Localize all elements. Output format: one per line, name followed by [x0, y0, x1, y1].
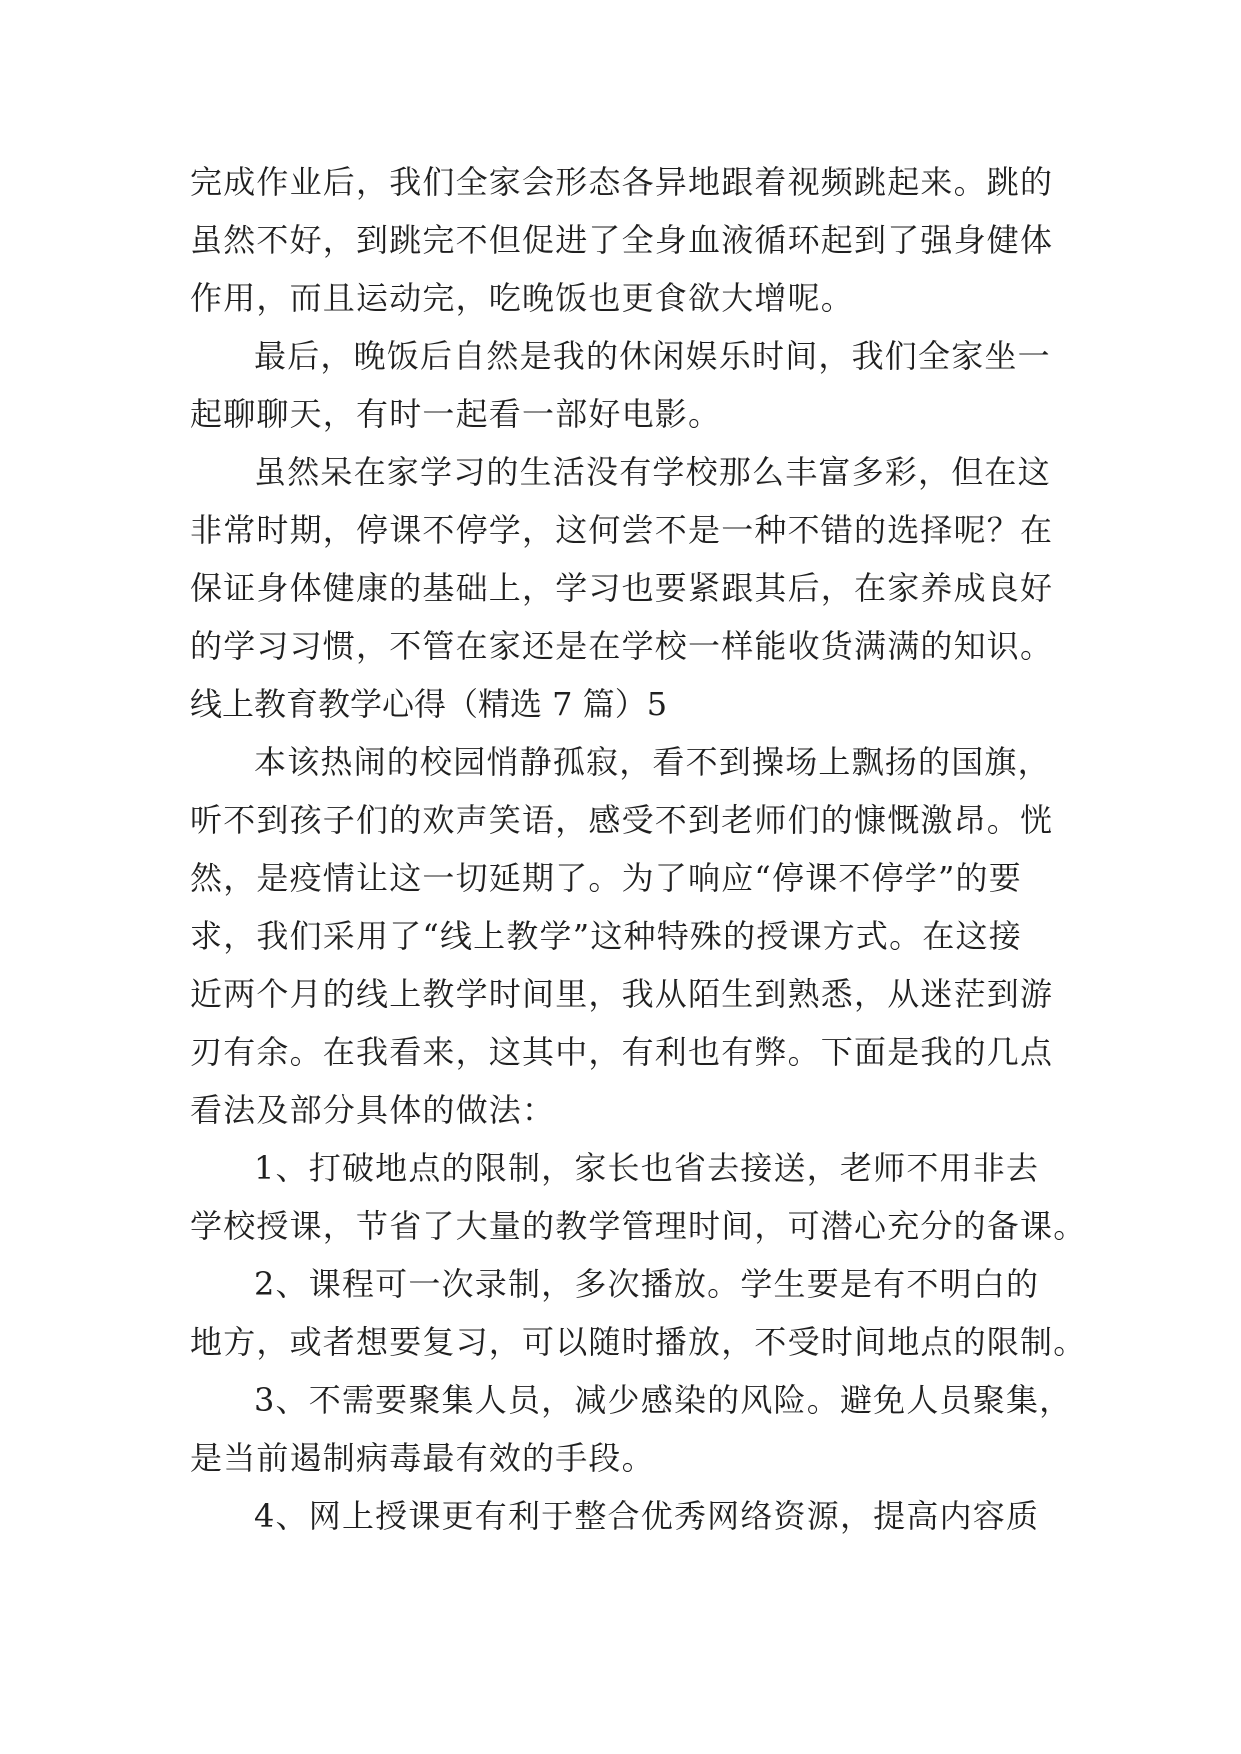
text-line: 保证身体健康的基础上，学习也要紧跟其后，在家养成良好	[190, 569, 1054, 607]
text-line: 完成作业后，我们全家会形态各异地跟着视频跳起来。跳的	[190, 163, 1054, 201]
paragraph-first-line: 虽然呆在家学习的生活没有学校那么丰富多彩，但在这	[254, 453, 1051, 491]
text-line: 求，我们采用了“线上教学”这种特殊的授课方式。在这接	[190, 917, 1022, 955]
text-line: 起聊聊天，有时一起看一部好电影。	[190, 395, 722, 433]
text-line: 的学习习惯，不管在家还是在学校一样能收货满满的知识。	[190, 627, 1054, 665]
text-line: 非常时期，停课不停学，这何尝不是一种不错的选择呢？在	[190, 511, 1054, 549]
list-item-2: 2、课程可一次录制，多次播放。学生要是有不明白的	[254, 1265, 1040, 1303]
list-item-3: 3、不需要聚集人员，减少感染的风险。避免人员聚集，	[254, 1381, 1073, 1419]
text-line: 听不到孩子们的欢声笑语，感受不到老师们的慷慨激昂。恍	[190, 801, 1054, 839]
text-line: 地方，或者想要复习，可以随时播放，不受时间地点的限制。	[190, 1323, 1087, 1361]
text-line: 作用，而且运动完，吃晚饭也更食欲大增呢。	[190, 279, 855, 317]
text-line: 然，是疫情让这一切延期了。为了响应“停课不停学”的要	[190, 859, 1022, 897]
text-line: 刃有余。在我看来，这其中，有利也有弊。下面是我的几点	[190, 1033, 1054, 1071]
section-heading: 线上教育教学心得（精选 7 篇）5	[190, 685, 668, 723]
text-line: 学校授课，节省了大量的教学管理时间，可潜心充分的备课。	[190, 1207, 1087, 1245]
text-line: 看法及部分具体的做法：	[190, 1091, 556, 1129]
text-line: 是当前遏制病毒最有效的手段。	[190, 1439, 655, 1477]
list-item-1: 1、打破地点的限制，家长也省去接送，老师不用非去	[254, 1149, 1040, 1187]
text-line: 近两个月的线上教学时间里，我从陌生到熟悉，从迷茫到游	[190, 975, 1054, 1013]
list-item-4: 4、网上授课更有利于整合优秀网络资源，提高内容质	[254, 1497, 1040, 1535]
paragraph-first-line: 本该热闹的校园悄静孤寂，看不到操场上飘扬的国旗，	[254, 743, 1051, 781]
text-line: 虽然不好，到跳完不但促进了全身血液循环起到了强身健体	[190, 221, 1054, 259]
paragraph-first-line: 最后，晚饭后自然是我的休闲娱乐时间，我们全家坐一	[254, 337, 1051, 375]
